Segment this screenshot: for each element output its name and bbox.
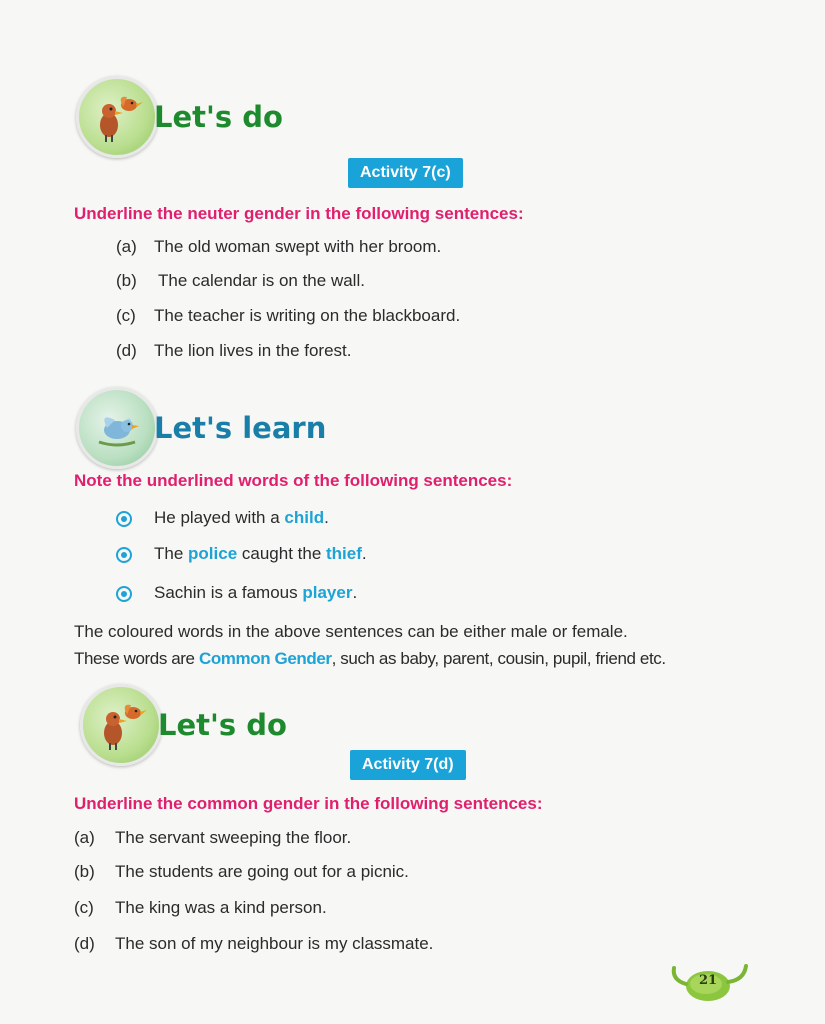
list-item: He played with a child.	[154, 508, 329, 527]
lets-do-heading-2	[80, 684, 287, 766]
common-gender-term: Common Gender	[198, 649, 332, 668]
instruction-common: Underline the common gender in the following sentences:	[74, 794, 543, 813]
activity-7d-label: Activity 7(d)	[350, 750, 466, 780]
list-item: (a) The servant sweeping the floor.	[74, 828, 352, 847]
bullet-icon	[116, 547, 132, 563]
lets-learn-title: Let's learn	[154, 411, 327, 445]
page-number-leaf	[668, 960, 752, 1006]
list-item: (b) The students are going out for a picnic.	[74, 862, 409, 881]
page-number: 21	[698, 973, 718, 988]
list-item: Sachin is a famous player.	[154, 583, 358, 602]
lets-do-heading-1	[76, 76, 283, 158]
list-item: The police caught the thief.	[154, 544, 367, 563]
list-item: (d) The son of my neighbour is my classmate.	[74, 934, 434, 953]
lets-learn-heading	[76, 387, 326, 469]
list-item: (c) The teacher is writing on the blackboard.	[116, 306, 461, 325]
lets-do-title-1: Let's do	[154, 100, 283, 134]
birds-illustration-icon	[80, 684, 162, 766]
explanation-line-1: The coloured words in the above sentences can be either male or female.	[74, 622, 628, 641]
lets-do-title-2: Let's do	[158, 708, 287, 742]
flying-bird-icon	[76, 387, 158, 469]
explanation-line-2: These words are Common Gender, such as baby, parent, cousin, pupil, friend etc.	[74, 649, 666, 668]
instruction-neuter: Underline the neuter gender in the following sentences:	[74, 204, 524, 223]
list-item: (a) The old woman swept with her broom.	[116, 237, 442, 256]
birds-illustration-icon	[76, 76, 158, 158]
list-item: (b) The calendar is on the wall.	[116, 271, 365, 290]
bullet-icon	[116, 511, 132, 527]
list-item: (c) The king was a kind person.	[74, 898, 327, 917]
activity-7c-label: Activity 7(c)	[348, 158, 463, 188]
list-item: (d) The lion lives in the forest.	[116, 341, 352, 360]
bullet-icon	[116, 586, 132, 602]
instruction-note: Note the underlined words of the following sentences:	[74, 471, 513, 490]
